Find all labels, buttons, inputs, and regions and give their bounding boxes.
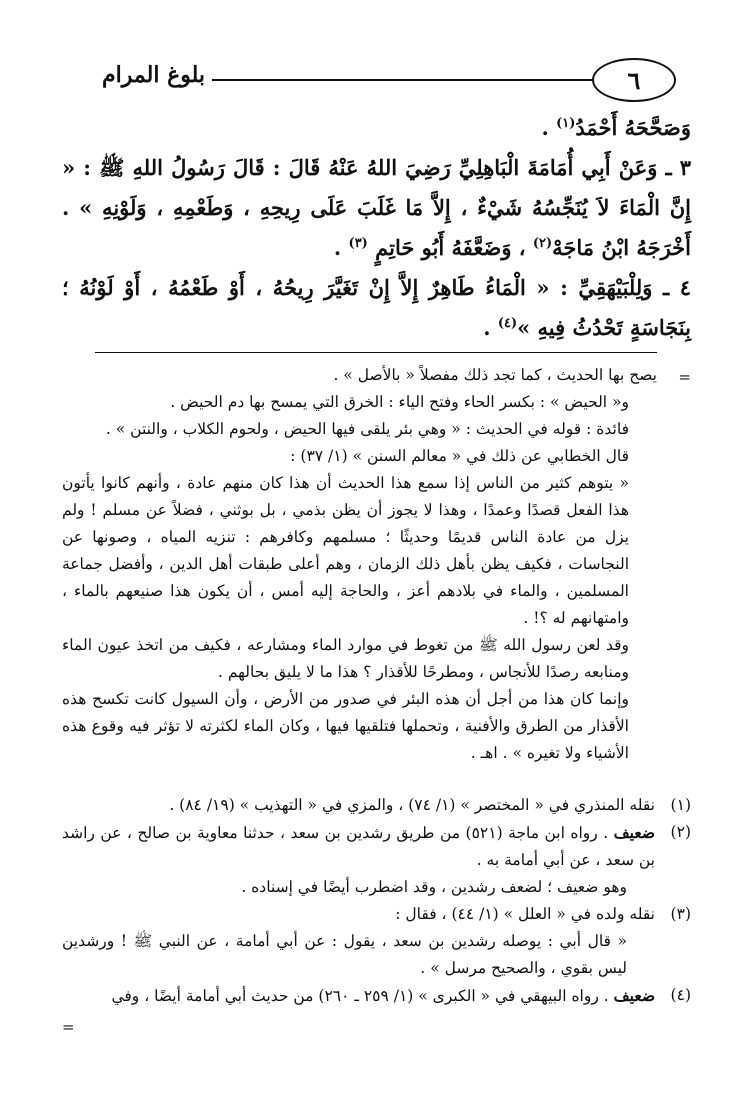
book-title: بلوغ المرام bbox=[102, 62, 205, 88]
grading-label: ضعيف bbox=[613, 823, 655, 842]
footnote-number: (٣) bbox=[670, 905, 691, 923]
footnote-text: نقله المنذري في « المختصر » (١/ ٧٤) ، والمزي في « التهذيب » (١٩/ ٨٤) . bbox=[169, 796, 655, 814]
footnote-3 bbox=[62, 901, 691, 928]
commentary-line: فائدة : قوله في الحديث : « وهي بئر يلقى فيها الحيض ، ولحوم الكلاب ، والنتن » . bbox=[105, 420, 629, 438]
footnotes bbox=[62, 792, 691, 1010]
continuation-marker: = bbox=[678, 368, 691, 386]
commentary bbox=[62, 362, 657, 767]
footnote-2 bbox=[62, 819, 691, 874]
commentary-line: و« الحيض » : بكسر الحاء وفتح الياء : الخرق التي يمسح بها دم الحيض . bbox=[170, 393, 629, 411]
hadith-4: ٤ ـ وَلِلْبَيْهَقِيِّ : « الْمَاءُ طَاهِرٌ إِلاَّ إِنْ تَغَيَّرَ رِيحُهُ ، أَوْ طَعْمُهُ ، أَوْ لَوْنُهُ ؛ بِنَجَاسَةٍ تَحْدُثُ فِيهِ »$^{(٤)}$ . bbox=[62, 275, 691, 340]
hadith-text bbox=[62, 108, 691, 348]
commentary-paragraph: وقد لعن رسول الله ﷺ من تغوط في موارد الماء ومشارعه ، فكيف من اتخذ عيون الماء ومنابعه رصدًا للأنجاس ، ومطرحًا للأقذار ؟ هذا ما لا يليق بحالهم . bbox=[62, 636, 629, 681]
footnote-2-continuation: وهو ضعيف ؛ لضعف رشدين ، وقد اضطرب أيضًا في إسناده . bbox=[241, 878, 627, 896]
page-header bbox=[60, 58, 700, 102]
footnote-text: . رواه ابن ماجة (٥٢١) من طريق رشدين بن سعد ، حدثنا معاوية بن صالح ، عن راشد بن سعد ، عن أبي أمامة به . bbox=[62, 824, 655, 869]
commentary-quote: « يتوهم كثير من الناس إذا سمع هذا الحديث أن هذا كان منهم عادة ، وأنهم كانوا يأتون هذا الفعل قصدًا وعمدًا ، وهذا لا يجوز أن يظن بذمي ، بل بوثني ، فضلاً عن مسلم ! ولم يزل من عادة الناس قديمًا وحديثًا ؛ مسلمهم وكافرهم : تنزيه المياه ، وصونها عن النجاسات ، فكيف يظن بأهل ذلك الزمان ، وهم أعلى طبقات أهل الدين ، وأفضل جماعة المسلمين ، والماء في بلادهم أعز ، والحاجة إليه أمس ، أن يكون هذا صنيعهم بالماء ، وامتهانهم له ؟! . bbox=[62, 474, 629, 627]
continuation-marker-bottom: = bbox=[62, 1018, 75, 1036]
hadith-2-ending: وَصَحَّحَهُ أَحْمَدُ$^{(١)}$ . bbox=[541, 115, 691, 140]
commentary-line: يصح بها الحديث ، كما تجد ذلك مفصلاً « بالأصل » . bbox=[333, 366, 657, 384]
footnote-number: (٢) bbox=[670, 823, 691, 841]
footnote-number: (٤) bbox=[670, 986, 691, 1004]
grading-label: ضعيف bbox=[613, 986, 655, 1005]
footnote-text: نقله ولده في « العلل » (١/ ٤٤) ، فقال : bbox=[395, 905, 655, 923]
footnote-ref-4: (٤) bbox=[497, 316, 518, 331]
commentary-paragraph: وإنما كان هذا من أجل أن هذه البئر في صدور من الأرض ، وأن السيول كانت تكسح هذه الأقذار من الطرق والأفنية ، وتحملها فتلقيها فيها ، وكان الماء لكثرته لا تؤثر فيه وقوع هذه الأشياء ولا تغيره » . اهـ . bbox=[62, 690, 629, 762]
footnote-ref-3: (٣) bbox=[348, 236, 368, 251]
footnote-3-quote: « قال أبي : يوصله رشدين بن سعد ، يقول : عن أبي أمامة ، عن النبي ﷺ ! ورشدين ليس بقوي ، والصحيح مرسل » . bbox=[62, 932, 627, 977]
footnote-1 bbox=[62, 792, 691, 819]
footnote-number: (١) bbox=[670, 796, 691, 814]
commentary-line: قال الخطابي عن ذلك في « معالم السنن » (١/ ٣٧) : bbox=[290, 447, 629, 465]
footnote-text: . رواه البيهقي في « الكبرى » (١/ ٢٥٩ ـ ٢٦٠) من حديث أبي أمامة أيضًا ، وفي bbox=[111, 987, 614, 1005]
hadith-3: ٣ ـ وَعَنْ أَبِي أُمَامَةَ الْبَاهِلِيِّ رَضِيَ اللهُ عَنْهُ قَالَ : قَالَ رَسُولُ اللهِ ﷺ : « إِنَّ الْمَاءَ لاَ يُنَجِّسُهُ شَيْءٌ ، إِلاَّ مَا غَلَبَ عَلَى رِيحِهِ ، وَطَعْمِهِ ، وَلَوْنِهِ » . أَخْرَجَهُ ابْنُ مَاجَهْ$^{(٢)}$ ، وَضَعَّفَهُ أَبُو حَاتِمٍ $^{(٣)}$ . bbox=[62, 155, 691, 260]
footnote-ref-2: (٢) bbox=[532, 236, 553, 251]
footnote-ref-1: (١) bbox=[556, 116, 576, 131]
page-number: ٦ bbox=[592, 58, 676, 102]
footnote-separator bbox=[95, 352, 657, 353]
header-rule bbox=[212, 79, 592, 81]
footnote-4 bbox=[62, 982, 691, 1010]
